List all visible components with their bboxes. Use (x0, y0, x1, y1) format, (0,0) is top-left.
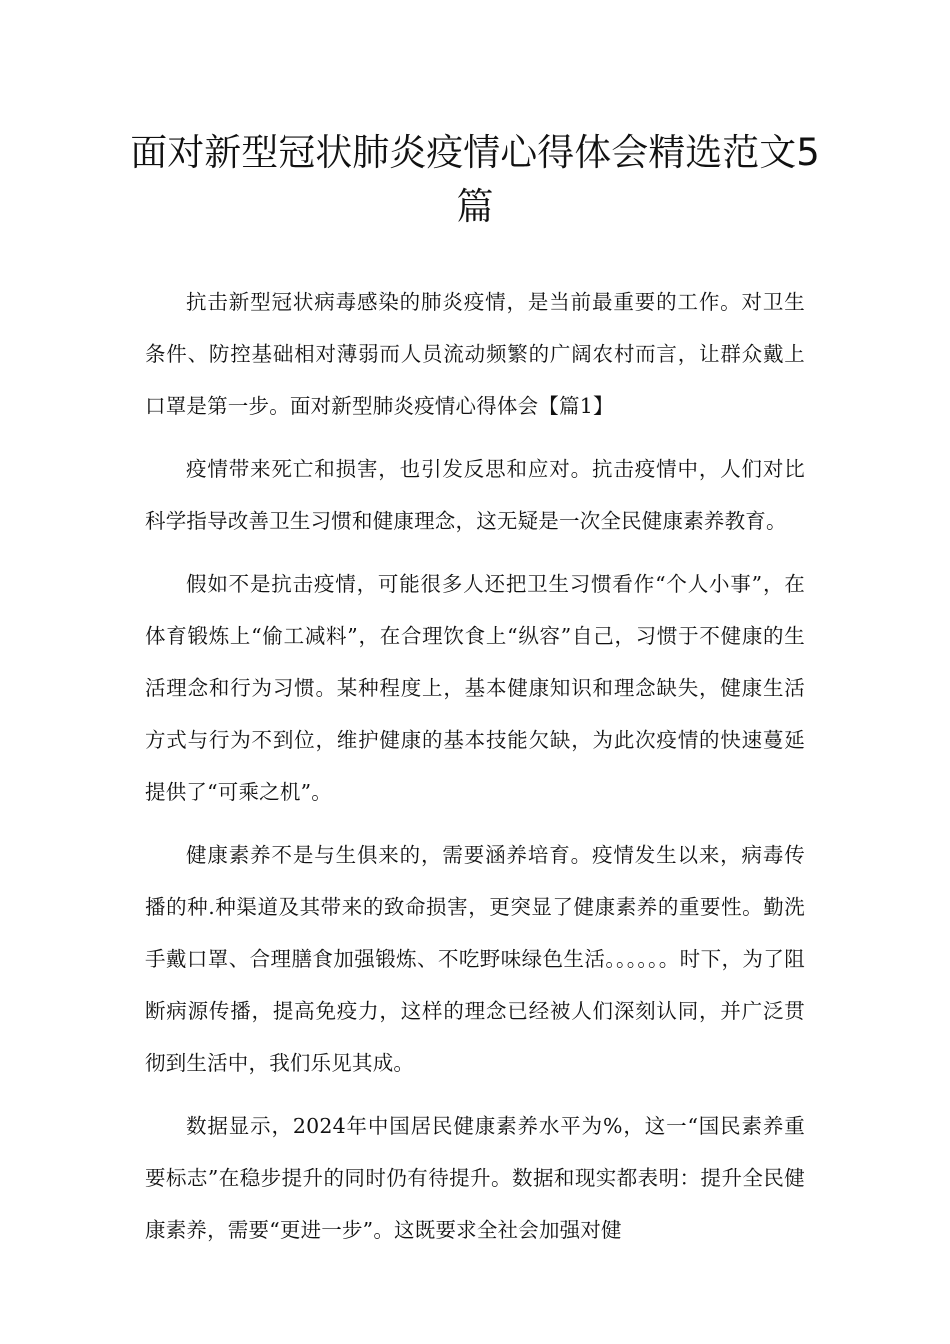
paragraph-5: 数据显示，2024年中国居民健康素养水平为%，这一“国民素养重要标志”在稳步提升的同时仍有待提升。数据和现实都表明：提升全民健康素养，需要“更进一步”。这既要求全社会加强对健 (145, 1114, 805, 1242)
document-title: 面对新型冠状肺炎疫情心得体会精选范文5篇 (130, 131, 820, 228)
paragraph-2: 疫情带来死亡和损害，也引发反思和应对。抗击疫情中，人们对比科学指导改善卫生习惯和健康理念，这无疑是一次全民健康素养教育。 (145, 457, 805, 533)
paragraph-4: 健康素养不是与生俱来的，需要涵养培育。疫情发生以来，病毒传播的种.种渠道及其带来的致命损害，更突显了健康素养的重要性。勤洗手戴口罩、合理膳食加强锻炼、不吃野味绿色生活。。。。。。时下，为了阻断病源传播，提高免疫力，这样的理念已经被人们深刻认同，并广泛贯彻到生活中，我们乐见其成。 (145, 843, 805, 1075)
paragraph-1: 抗击新型冠状病毒感染的肺炎疫情，是当前最重要的工作。对卫生条件、防控基础相对薄弱而人员流动频繁的广阔农村而言，让群众戴上口罩是第一步。面对新型肺炎疫情心得体会【篇1】 (145, 290, 805, 418)
document-body (145, 276, 805, 1267)
paragraph-3: 假如不是抗击疫情，可能很多人还把卫生习惯看作“个人小事”，在体育锻炼上“偷工减料”，在合理饮食上“纵容”自己，习惯于不健康的生活理念和行为习惯。某种程度上，基本健康知识和理念缺失，健康生活方式与行为不到位，维护健康的基本技能欠缺，为此次疫情的快速蔓延提供了“可乘之机”。 (145, 572, 805, 804)
